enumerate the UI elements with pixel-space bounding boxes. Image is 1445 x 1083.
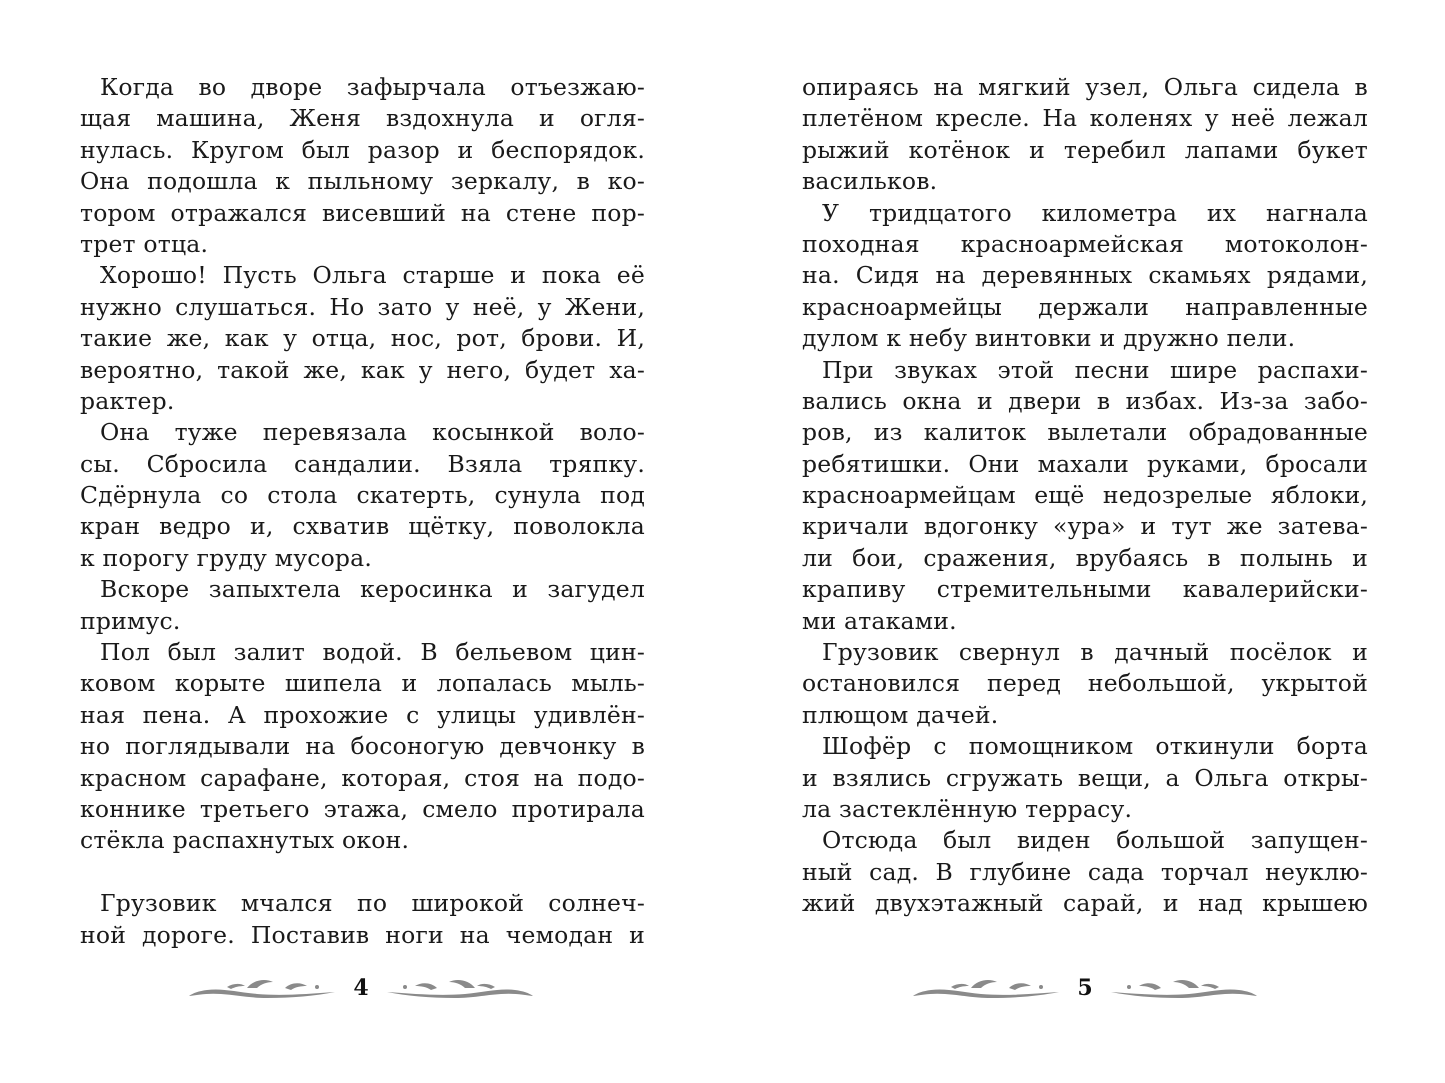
text-line: Когда во дворе зафырчала отъезжаю- [100,73,645,101]
text-line: коннике третьего этажа, смело протирала [80,794,645,823]
text-line: ребятишки. Они махали руками, бросали [802,449,1368,478]
text-line: нужно слушаться. Но зато у неё, у Жени, [80,292,645,321]
text-line: вероятно, такой же, как у него, будет ха- [80,355,645,384]
text-line: вались окна и двери в избах. Из-за забо- [802,386,1368,415]
text-line: стёкла распахнутых окон. [80,826,410,855]
text-line: плющом дачей. [802,700,999,729]
text-line: кричали вдогонку «ура» и тут же затева- [802,512,1368,541]
right-page [722,0,1445,1083]
text-line: походная красноармейская мотоколон- [802,229,1368,258]
text-line: Вскоре запыхтела керосинка и загудел [100,575,645,604]
right-ornament-icon [385,974,535,1002]
text-line: ли бои, сражения, врубаясь в полынь и [802,543,1368,572]
text-line: ной дороге. Поставив ноги на чемодан и [80,920,645,949]
text-line: трет отца. [80,229,209,258]
text-line: дулом к небу винтовки и дружно пели. [802,324,1296,353]
text-line: рактер. [80,386,175,415]
text-line: Она подошла к пыльному зеркалу, в ко- [80,167,645,196]
text-line: рыжий котёнок и теребил лапами букет [802,135,1368,164]
text-line: остановился перед небольшой, укрытой [802,669,1368,698]
text-line: Грузовик мчался по широкой солнеч- [100,889,645,918]
left-page-text [80,72,645,951]
text-line: васильков. [802,167,938,196]
text-line: сы. Сбросила сандалии. Взяла тряпку. [80,449,645,478]
text-line: кран ведро и, схватив щётку, поволокла [80,512,645,541]
text-line: ми атаками. [802,606,957,635]
text-line: ковом корыте шипела и лопалась мыль- [80,669,645,698]
text-line: Хорошо! Пусть Ольга старше и пока её [100,261,645,290]
text-line: красноармейцам ещё недозрелые яблоки, [802,481,1368,510]
text-line: нулась. Кругом был разор и беспорядок. [80,135,645,164]
page-number: 4 [353,975,369,1001]
right-page-text [802,72,1368,920]
text-line: такие же, как у отца, нос, рот, брови. И, [80,324,645,353]
text-line [80,857,645,888]
text-line: на. Сидя на деревянных скамьях рядами, [802,261,1368,290]
text-line: Сдёрнула со стола скатерть, сунула под [80,481,645,510]
left-page-footer [183,968,539,1008]
text-line: примус. [80,606,181,635]
left-ornament-icon [911,974,1061,1002]
text-line: и взялись сгружать вещи, а Ольга откры- [802,763,1368,792]
text-line: У тридцатого километра их нагнала [822,198,1368,227]
right-ornament-icon [1109,974,1259,1002]
text-line: Она туже перевязала косынкой воло- [100,418,645,447]
text-line: щая машина, Женя вздохнула и огля- [80,104,645,133]
text-line: Грузовик свернул в дачный посёлок и [822,638,1368,667]
left-ornament-icon [187,974,337,1002]
right-page-footer [907,968,1263,1008]
text-line: но поглядывали на босоногую девчонку в [80,732,645,761]
text-line: Шофёр с помощником откинули борта [822,732,1368,761]
text-line: ла застеклённую террасу. [802,794,1133,823]
text-line: Пол был залит водой. В бельевом цин- [100,638,645,667]
left-page [0,0,722,1083]
text-line: плетёном кресле. На коленях у неё лежал [802,104,1368,133]
text-line: Отсюда был виден большой запущен- [822,826,1368,855]
text-line: ный сад. В глубине сада торчал неуклю- [802,857,1368,886]
text-line: крапиву стремительными кавалерийски- [802,575,1368,604]
text-line: опираясь на мягкий узел, Ольга сидела в [802,73,1368,101]
text-line: тором отражался висевший на стене пор- [80,198,645,227]
text-line: жий двухэтажный сарай, и над крышею [802,889,1368,918]
text-line: красном сарафане, которая, стоя на подо- [80,763,645,792]
page-number: 5 [1077,975,1093,1001]
text-line: к порогу груду мусора. [80,543,373,572]
text-line: ров, из калиток вылетали обрадованные [802,418,1368,447]
text-line: При звуках этой песни шире распахи- [822,355,1368,384]
text-line: красноармейцы держали направленные [802,292,1368,321]
text-line: ная пена. А прохожие с улицы удивлён- [80,700,645,729]
